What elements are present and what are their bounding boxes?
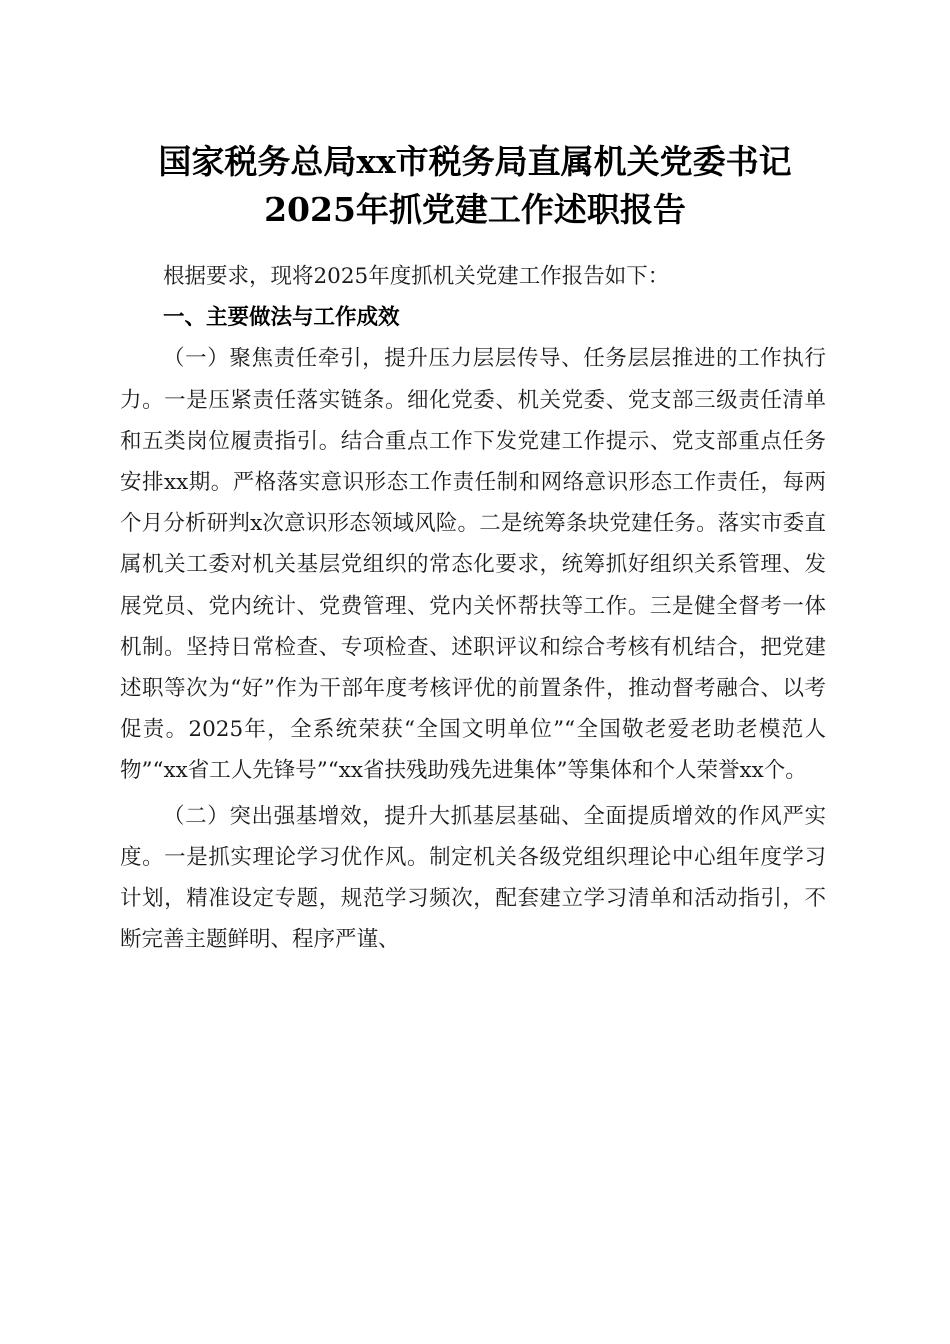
document-body bbox=[120, 256, 826, 960]
paragraph-1: （一）聚焦责任牵引，提升压力层层传导、任务层层推进的工作执行力。一是压紧责任落实链条。细化党委、机关党委、党支部三级责任清单和五类岗位履责指引。结合重点工作下发党建工作提示、党支部重点任务安排xx期。严格落实意识形态工作责任制和网络意识形态工作责任，每两个月分析研判x次意识形态领域风险。二是统筹条块党建任务。落实市委直属机关工委对机关基层党组织的常态化要求，统筹抓好组织关系管理、发展党员、党内统计、党费管理、党内关怀帮扶等工作。三是健全督考一体机制。坚持日常检查、专项检查、述职评议和综合考核有机结合，把党建述职等次为“好”作为干部年度考核评优的前置条件，推动督考融合、以考促责。2025年，全系统荣获“全国文明单位”“全国敬老爱老助老模范人物”“xx省工人先锋号”“xx省扶残助残先进集体”等集体和个人荣誉xx个。 bbox=[120, 346, 826, 784]
paragraph-2: （二）突出强基增效，提升大抓基层基础、全面提质增效的作风严实度。一是抓实理论学习优作风。制定机关各级党组织理论中心组年度学习计划，精准设定专题，规范学习频次，配套建立学习清单和活动指引，不断完善主题鲜明、程序严谨、 bbox=[120, 803, 826, 953]
title-line-1: 国家税务总局xx市税务局直属机关党委书记 bbox=[158, 142, 792, 181]
document-title bbox=[100, 138, 850, 234]
intro-paragraph: 根据要求，现将2025年度抓机关党建工作报告如下： bbox=[163, 264, 670, 289]
section-heading-1: 一、主要做法与工作成效 bbox=[163, 305, 400, 331]
title-line-2: 2025年抓党建工作述职报告 bbox=[264, 190, 686, 229]
